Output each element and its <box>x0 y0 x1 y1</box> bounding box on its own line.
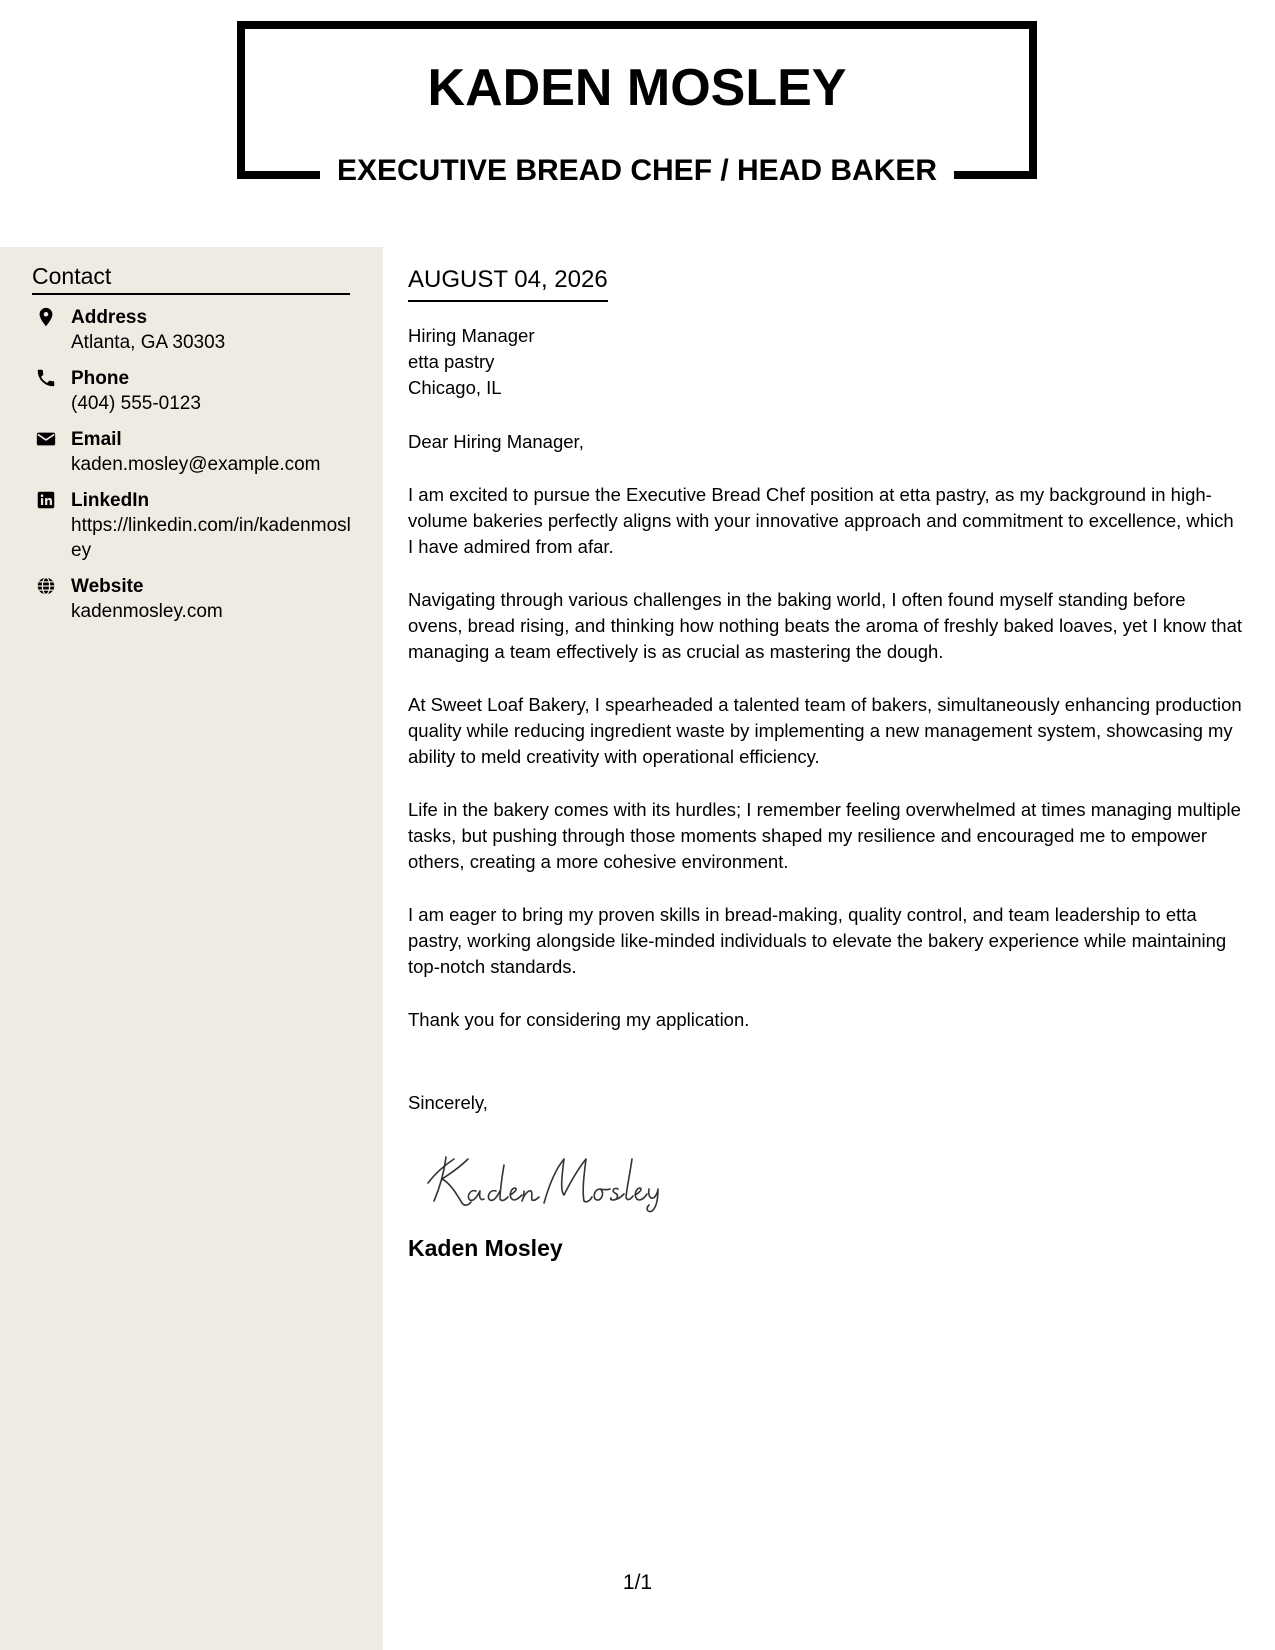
contact-list <box>32 305 352 635</box>
body-paragraph: At Sweet Loaf Bakery, I spearheaded a talented team of bakers, simultaneously enhancing production quality while reducing ingredient waste by implementing a new management system, showcasing my ability to meld creativity with operational efficiency. <box>408 694 1242 767</box>
contact-label: LinkedIn <box>71 490 150 511</box>
contact-value: (404) 555-0123 <box>71 393 201 414</box>
body-paragraph: I am excited to pursue the Executive Bread Chef position at etta pastry, as my background in high-volume bakeries perfectly aligns with your innovative approach and commitment to excellence, which I have admired from afar. <box>408 484 1234 557</box>
contact-label: Website <box>71 576 144 597</box>
contact-phone <box>32 366 352 416</box>
recipient-line: etta pastry <box>408 351 495 372</box>
salutation: Dear Hiring Manager, <box>408 431 584 452</box>
letter-body <box>408 429 1243 1060</box>
contact-heading: Contact <box>32 262 350 295</box>
handwritten-signature <box>424 1145 664 1215</box>
signer-name: Kaden Mosley <box>408 1235 563 1261</box>
contact-website <box>32 574 352 624</box>
contact-linkedin <box>32 488 352 563</box>
applicant-name: KADEN MOSLEY <box>427 59 847 117</box>
contact-label: Address <box>71 307 148 328</box>
phone-icon <box>35 367 57 389</box>
recipient-line: Hiring Manager <box>408 325 535 346</box>
body-paragraph: Life in the bakery comes with its hurdles; I remember feeling overwhelmed at times managing multiple tasks, but pushing through those moments shaped my resilience and encouraged me to empower others, creating a more cohesive environment. <box>408 799 1241 872</box>
contact-label: Phone <box>71 368 130 389</box>
envelope-icon <box>35 428 57 450</box>
contact-value: Atlanta, GA 30303 <box>71 332 226 353</box>
recipient-line: Chicago, IL <box>408 377 502 398</box>
letter-date: AUGUST 04, 2026 <box>408 265 608 302</box>
body-paragraph: I am eager to bring my proven skills in bread-making, quality control, and team leadership to etta pastry, working alongside like-minded individuals to elevate the bakery experience while maintaining top-notch standards. <box>408 904 1227 977</box>
recipient-block <box>408 323 534 401</box>
contact-address <box>32 305 352 355</box>
contact-value[interactable]: kadenmosley.com <box>71 601 223 622</box>
body-paragraph: Navigating through various challenges in the baking world, I often found myself standing before ovens, bread rising, and thinking how nothing beats the aroma of freshly baked loaves, yet I know that managing a team effectively is as crucial as mastering the dough. <box>408 589 1243 662</box>
closing: Sincerely, <box>408 1092 488 1113</box>
map-pin-icon <box>35 306 57 328</box>
job-title: EXECUTIVE BREAD CHEF / HEAD BAKER <box>336 154 938 187</box>
globe-icon <box>35 575 57 597</box>
page-number: 1/1 <box>622 1571 653 1594</box>
linkedin-icon <box>35 489 57 511</box>
contact-email <box>32 427 352 477</box>
contact-value: kaden.mosley@example.com <box>71 454 321 475</box>
contact-label: Email <box>71 429 122 450</box>
body-paragraph: Thank you for considering my application. <box>408 1009 750 1030</box>
contact-value[interactable]: https://linkedin.com/in/kadenmosley <box>71 515 351 561</box>
